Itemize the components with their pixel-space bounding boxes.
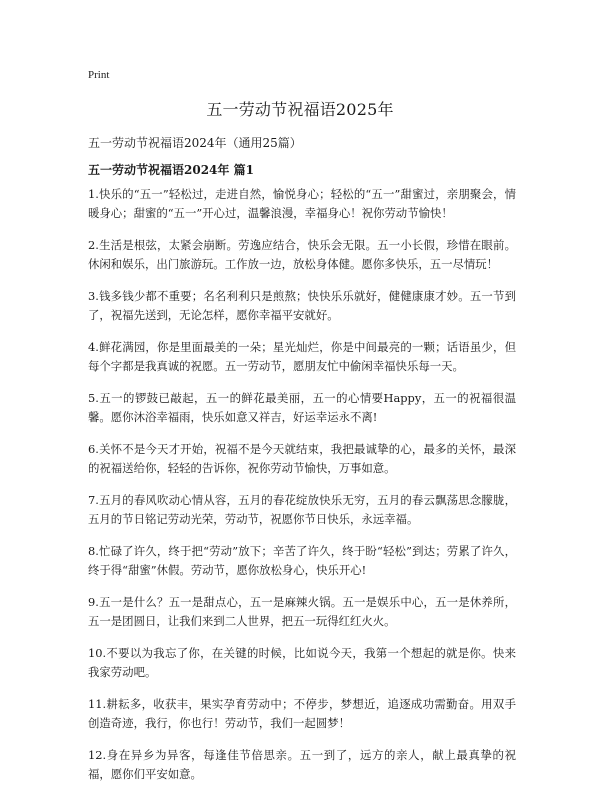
blessing-paragraph-8: 8.忙碌了许久，终于把“劳动”放下；辛苦了许久，终于盼“轻松”到达；劳累了许久，终于得“甜蜜”休假。劳动节，愿你放松身心，快乐开心!	[88, 544, 516, 577]
blessing-paragraph-2: 2.生活是根弦，太紧会崩断。劳逸应结合，快乐会无限。五一小长假，珍惜在眼前。休闲和娱乐，出门旅游玩。工作放一边，放松身体健。愿你多快乐，五一尽情玩！	[88, 238, 516, 271]
blessing-paragraph-5: 5.五一的锣鼓已敲起，五一的鲜花最美丽，五一的心情要Happy，五一的祝福很温馨。愿你沐浴幸福雨，快乐如意又祥吉，好运幸运永不离!	[88, 391, 516, 424]
blessing-paragraph-9: 9.五一是什么？五一是甜点心，五一是麻辣火锅。五一是娱乐中心，五一是休养所，五一是团圆日，让我们来到二人世界，把五一玩得红红火火。	[88, 595, 516, 628]
blessing-paragraph-11: 11.耕耘多，收获丰，果实孕育劳动中；不停步，梦想近，追逐成功需勤奋。用双手创造奇迹，我行，你也行！劳动节，我们一起圆梦！	[88, 697, 516, 730]
page-title: 五一劳动节祝福语2025年	[206, 100, 394, 119]
print-link[interactable]: Print	[88, 69, 110, 81]
blessing-paragraph-6: 6.关怀不是今天才开始，祝福不是今天就结束，我把最诚挚的心，最多的关怀，最深的祝福送给你，轻轻的告诉你，祝你劳动节愉快，万事如意。	[88, 442, 516, 475]
section-heading: 五一劳动节祝福语2024年 篇1	[88, 163, 254, 177]
blessing-paragraph-12: 12.身在异乡为异客，每逢佳节倍思亲。五一到了，远方的亲人，献上最真挚的祝福，愿你们平安如意。	[88, 748, 516, 781]
blessing-paragraph-4: 4.鲜花满园，你是里面最美的一朵；星光灿烂，你是中间最亮的一颗；话语虽少，但每个字都是我真诚的祝愿。五一劳动节，愿朋友忙中偷闲幸福快乐每一天。	[88, 340, 516, 373]
blessings-list	[88, 185, 516, 797]
blessing-paragraph-7: 7.五月的春风吹动心情从容，五月的春花绽放快乐无穷，五月的春云飘荡思念朦胧，五月的节日铭记劳动光荣，劳动节，祝愿你节日快乐，永远幸福。	[88, 493, 516, 526]
blessing-paragraph-3: 3.钱多钱少都不重要；名名利利只是煎熬；快快乐乐就好，健健康康才妙。五一节到了，祝福先送到，无论怎样，愿你幸福平安就好。	[88, 289, 516, 322]
blessing-paragraph-1: 1.快乐的“五一”轻松过，走进自然，愉悦身心；轻松的“五一”甜蜜过，亲朋聚会，情暖身心；甜蜜的“五一”开心过，温馨浪漫，幸福身心！祝你劳动节愉快！	[88, 187, 516, 220]
document-subtitle: 五一劳动节祝福语2024年（通用25篇）	[88, 136, 302, 150]
blessing-paragraph-10: 10.不要以为我忘了你，在关键的时候，比如说今天，我第一个想起的就是你。快来我家劳动吧。	[88, 646, 516, 679]
